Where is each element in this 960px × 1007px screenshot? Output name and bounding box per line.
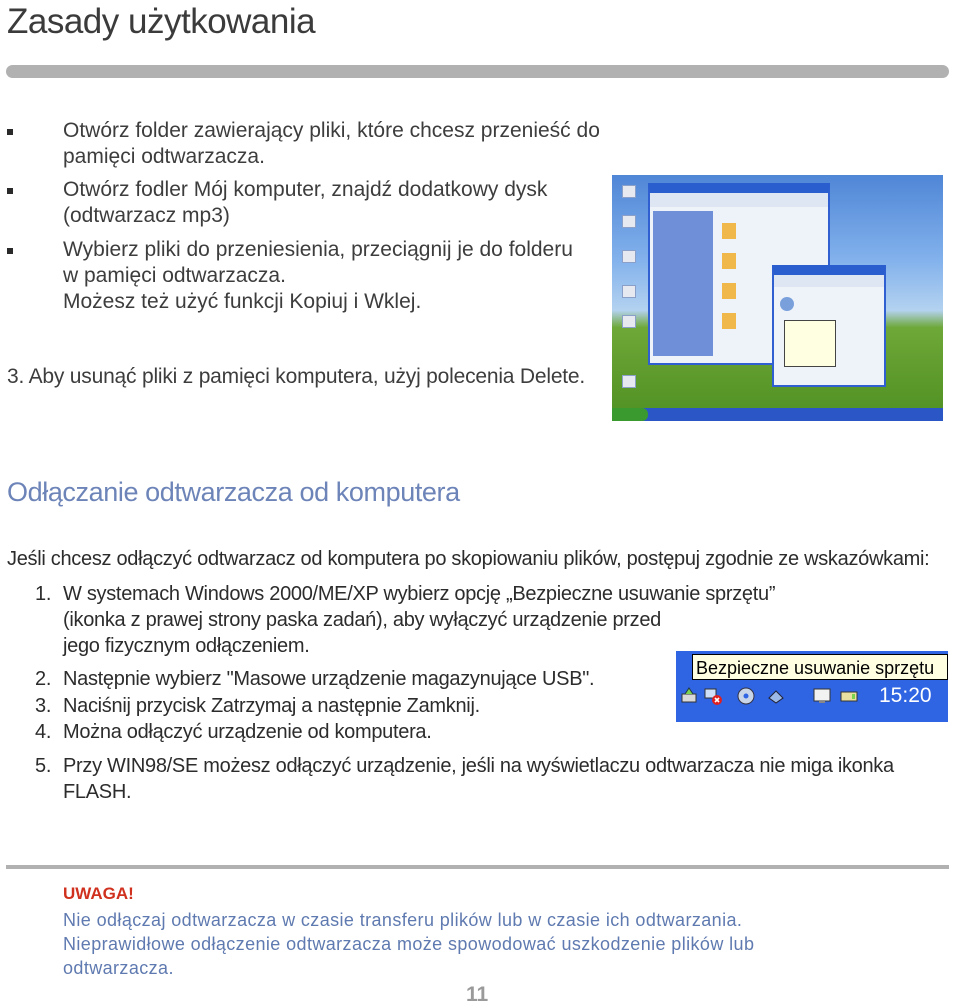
step-1-text: W systemach Windows 2000/ME/XP wybierz opcję „Bezpieczne usuwanie sprzętu” (63, 583, 776, 605)
step-1-text: jego fizycznym odłączeniem. (63, 635, 310, 657)
bullet-line: Możesz też użyć funkcji Kopiuj i Wklej. (63, 290, 422, 313)
bullet-item-2 (63, 177, 547, 229)
warning-title: UWAGA! (63, 884, 134, 903)
step-5-text: Przy WIN98/SE możesz odłączyć urządzenie, jeśli na wyświetlaczu odtwarzacza nie miga ikonka (63, 755, 894, 777)
desktop-icon (622, 285, 636, 298)
warning-text: Nieprawidłowe odłączenie odtwarzacza może spowodować uszkodzenie plików lub (63, 934, 755, 954)
bullet-item-3 (63, 237, 573, 315)
taskbar-image (612, 408, 943, 421)
desktop-icon (622, 250, 636, 263)
system-tray-image (676, 651, 948, 722)
step-3-delete: 3. Aby usunąć pliki z pamięci komputera, użyj polecenia Delete. (7, 365, 586, 388)
network-error-icon (703, 686, 723, 706)
bullet-line: pamięci odtwarzacza. (63, 145, 265, 168)
step-number: 4. (35, 721, 52, 743)
step-number: 1. (35, 583, 52, 605)
section-intro: Jeśli chcesz odłączyć odtwarzacz od komputera po skopiowaniu plików, postępuj zgodnie ze wskazówkami: (7, 548, 930, 570)
bullet-item-1 (63, 118, 600, 170)
step-1-text: (ikonka z prawej strony paska zadań), aby wyłączyć urządzenie przed (63, 609, 661, 631)
bullet-marker (7, 129, 13, 135)
step-4-text: Można odłączyć urządzenie od komputera. (63, 721, 432, 743)
bullet-line: (odtwarzacz mp3) (63, 204, 230, 227)
bullet-line: Otwórz folder zawierający pliki, które chcesz przenieść do (63, 119, 600, 142)
bullet-marker (7, 248, 13, 254)
step-3-text: Naciśnij przycisk Zatrzymaj a następnie Zamknij. (63, 695, 480, 717)
usb-device-icon (839, 686, 859, 706)
monitor-icon (812, 686, 832, 706)
tray-tooltip: Bezpieczne usuwanie sprzętu (692, 654, 948, 680)
step-5-text: FLASH. (63, 781, 132, 803)
section-title: Odłączanie odtwarzacza od komputera (7, 477, 460, 507)
disc-icon (736, 686, 756, 706)
removable-disk-window-image (772, 265, 886, 387)
step-number: 5. (35, 755, 52, 777)
desktop-screenshot-image (612, 175, 943, 421)
bottom-divider (6, 865, 949, 869)
page-title: Zasady użytkowania (7, 2, 316, 41)
safely-remove-hardware-icon (679, 686, 699, 706)
step-number: 2. (35, 668, 52, 690)
bullet-line: w pamięci odtwarzacza. (63, 264, 286, 287)
bullet-line: Wybierz pliki do przeniesienia, przeciągnij je do folderu (63, 238, 573, 261)
step-2-text: Następnie wybierz "Masowe urządzenie magazynujące USB". (63, 668, 595, 690)
warning-text: Nie odłączaj odtwarzacza w czasie transferu plików lub w czasie ich odtwarzania. (63, 910, 743, 930)
page-number: 11 (466, 983, 489, 1006)
desktop-icon (622, 215, 636, 228)
tray-clock: 15:20 (879, 684, 932, 707)
device-icon (766, 686, 786, 706)
desktop-icon (622, 185, 636, 198)
start-button-image (612, 408, 648, 421)
step-number: 3. (35, 695, 52, 717)
desktop-icon (622, 375, 636, 388)
warning-text: odtwarzacza. (63, 958, 174, 978)
bullet-marker (7, 188, 13, 194)
bullet-line: Otwórz fodler Mój komputer, znajdź dodatkowy dysk (63, 178, 548, 201)
title-divider (6, 65, 949, 78)
desktop-icon (622, 315, 636, 328)
